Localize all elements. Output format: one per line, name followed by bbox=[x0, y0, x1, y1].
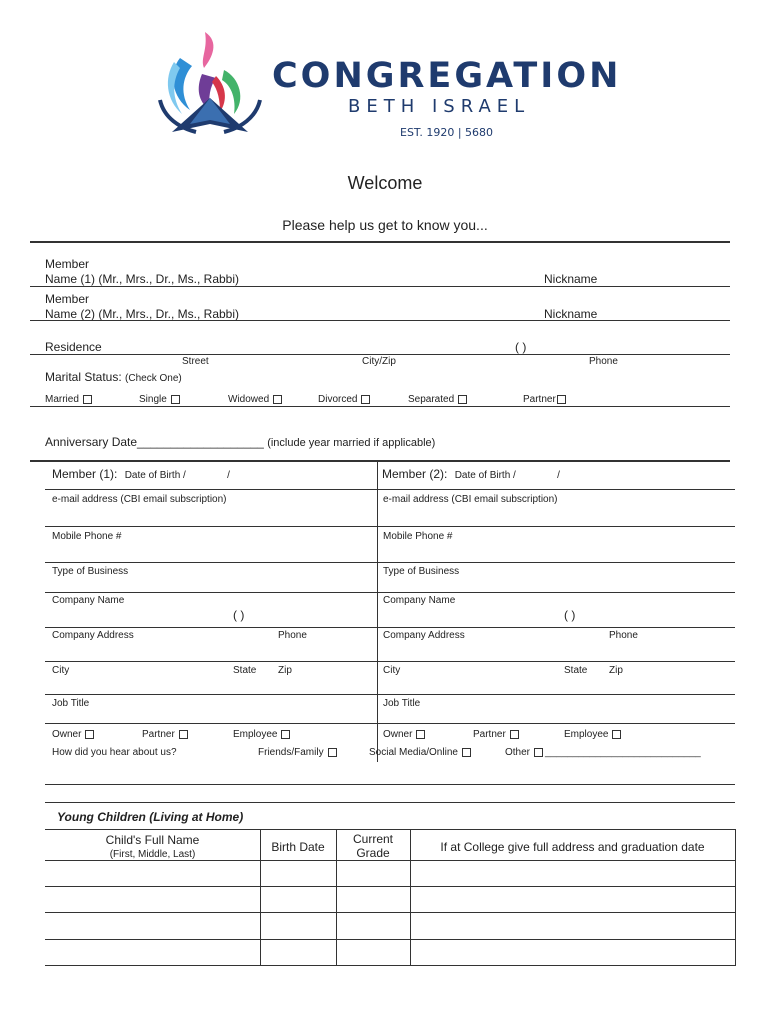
member1-address: Company Address bbox=[52, 630, 134, 641]
member2-nickname-label: Nickname bbox=[544, 307, 598, 321]
member2-phone: Phone bbox=[609, 630, 638, 641]
logo-established: EST. 1920 | 5680 bbox=[400, 126, 494, 139]
checkbox-icon[interactable] bbox=[171, 395, 180, 404]
member2-email: e-mail address (CBI email subscription) bbox=[383, 494, 558, 505]
member1-employee[interactable]: Employee bbox=[233, 729, 290, 740]
member1-state: State bbox=[233, 665, 257, 676]
checkbox-icon[interactable] bbox=[510, 730, 519, 739]
checkbox-icon[interactable] bbox=[281, 730, 290, 739]
marital-separated[interactable]: Separated bbox=[408, 394, 467, 405]
member1-dob: Date of Birth / bbox=[124, 470, 186, 481]
member2-dob-slash: / bbox=[557, 470, 560, 481]
member2-address: Company Address bbox=[383, 630, 465, 641]
residence-label: Residence bbox=[45, 340, 102, 354]
member2-company: Company Name bbox=[383, 595, 456, 606]
member1-phone: Phone bbox=[278, 630, 307, 641]
marital-status-label: Marital Status: bbox=[45, 370, 122, 384]
member1-partner[interactable]: Partner bbox=[142, 729, 188, 740]
checkbox-icon[interactable] bbox=[612, 730, 621, 739]
marital-label bbox=[45, 370, 182, 384]
member2-state: State bbox=[564, 665, 588, 676]
marital-partner[interactable]: Partner bbox=[523, 394, 566, 405]
anniversary-row bbox=[45, 435, 435, 449]
logo-emblem bbox=[150, 28, 270, 150]
member2-word: Member bbox=[45, 292, 90, 306]
hear-social[interactable]: Social Media/Online bbox=[369, 747, 471, 758]
checkbox-icon[interactable] bbox=[557, 395, 566, 404]
member1-city: City bbox=[52, 665, 70, 676]
checkbox-icon[interactable] bbox=[416, 730, 425, 739]
member2-dob: Date of Birth / bbox=[454, 470, 516, 481]
hear-other-blank[interactable]: ____________________________ bbox=[545, 747, 701, 758]
residence-phone-paren: ( ) bbox=[515, 340, 527, 354]
marital-married[interactable]: Married bbox=[45, 394, 92, 405]
member2-employee[interactable]: Employee bbox=[564, 729, 621, 740]
marital-hint: (Check One) bbox=[125, 373, 182, 384]
member1-dob-slash: / bbox=[227, 470, 230, 481]
col-grade-line1: Current bbox=[352, 832, 393, 846]
member2-job: Job Title bbox=[383, 698, 421, 709]
col-child-name: Child's Full Name bbox=[105, 833, 200, 847]
marital-single[interactable]: Single bbox=[139, 394, 180, 405]
member2-business: Type of Business bbox=[383, 566, 460, 577]
member1-name-label: Name (1) (Mr., Mrs., Dr., Ms., Rabbi) bbox=[45, 272, 240, 286]
marital-widowed[interactable]: Widowed bbox=[228, 394, 282, 405]
logo-title: CONGREGATION bbox=[272, 56, 622, 96]
table-row bbox=[45, 860, 735, 861]
member1-business: Type of Business bbox=[52, 566, 129, 577]
member1-company: Company Name bbox=[52, 595, 125, 606]
member1-job: Job Title bbox=[52, 698, 90, 709]
welcome-heading: Welcome bbox=[347, 173, 423, 193]
anniversary-label: Anniversary Date___________________ bbox=[45, 435, 264, 449]
table-row bbox=[45, 886, 735, 887]
checkbox-icon[interactable] bbox=[534, 748, 543, 757]
col-child-name-hint: (First, Middle, Last) bbox=[109, 849, 196, 860]
anniversary-hint: (include year married if applicable) bbox=[267, 437, 436, 449]
col-grade-line2: Grade bbox=[356, 846, 390, 860]
member1-mobile: Mobile Phone # bbox=[52, 531, 122, 542]
checkbox-icon[interactable] bbox=[462, 748, 471, 757]
residence-cityzip: City/Zip bbox=[362, 356, 396, 367]
checkbox-icon[interactable] bbox=[273, 395, 282, 404]
checkbox-icon[interactable] bbox=[328, 748, 337, 757]
hear-other[interactable]: Other ____________________________ bbox=[505, 747, 701, 758]
member2-mobile: Mobile Phone # bbox=[383, 531, 453, 542]
hear-question: How did you hear about us? bbox=[52, 747, 177, 758]
member1-owner[interactable]: Owner bbox=[52, 729, 94, 740]
member1-word: Member bbox=[45, 257, 90, 271]
member2-phone-paren: ( ) bbox=[564, 608, 576, 622]
member2-city: City bbox=[383, 665, 401, 676]
member2-owner[interactable]: Owner bbox=[383, 729, 425, 740]
residence-phone: Phone bbox=[589, 356, 618, 367]
intro-text: Please help us get to know you... bbox=[282, 217, 488, 233]
logo-subtitle: BETH ISRAEL bbox=[348, 96, 531, 117]
marital-divorced[interactable]: Divorced bbox=[318, 394, 370, 405]
table-row bbox=[45, 965, 735, 966]
member1-nickname-label: Nickname bbox=[544, 272, 598, 286]
residence-street: Street bbox=[182, 356, 209, 367]
checkbox-icon[interactable] bbox=[179, 730, 188, 739]
col-college: If at College give full address and graduation date bbox=[440, 840, 705, 854]
member2-partner[interactable]: Partner bbox=[473, 729, 519, 740]
children-title: Young Children (Living at Home) bbox=[57, 810, 244, 824]
hear-friends[interactable]: Friends/Family bbox=[258, 747, 337, 758]
col-birth-date: Birth Date bbox=[271, 840, 325, 854]
checkbox-icon[interactable] bbox=[458, 395, 467, 404]
member1-phone-paren: ( ) bbox=[233, 608, 245, 622]
table-row bbox=[45, 912, 735, 913]
member1-zip: Zip bbox=[278, 665, 292, 676]
checkbox-icon[interactable] bbox=[85, 730, 94, 739]
member1-email: e-mail address (CBI email subscription) bbox=[52, 494, 227, 505]
member2-name-label: Name (2) (Mr., Mrs., Dr., Ms., Rabbi) bbox=[45, 307, 240, 321]
checkbox-icon[interactable] bbox=[83, 395, 92, 404]
member1-heading: Member (1): Date of Birth / / bbox=[52, 467, 230, 481]
member2-zip: Zip bbox=[609, 665, 623, 676]
checkbox-icon[interactable] bbox=[361, 395, 370, 404]
member2-heading: Member (2): Date of Birth / / bbox=[382, 467, 560, 481]
table-row bbox=[45, 939, 735, 940]
